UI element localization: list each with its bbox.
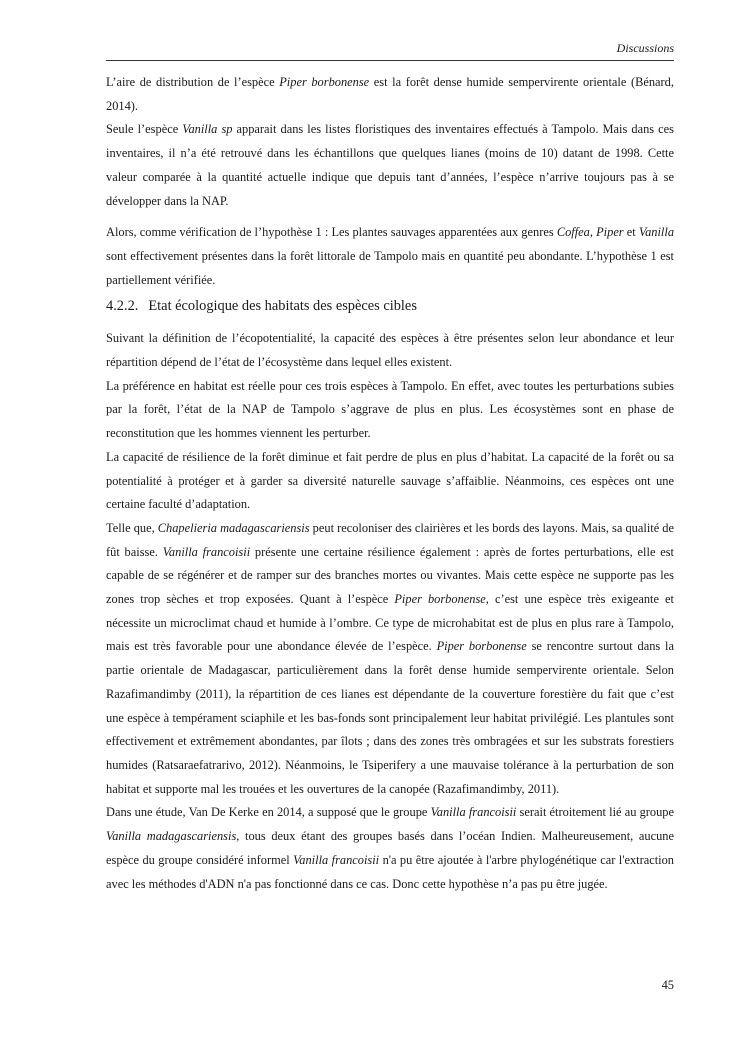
species-name: Piper borbonense bbox=[436, 639, 527, 654]
running-header: Discussions bbox=[616, 41, 674, 55]
paragraph-vanilla-inventory bbox=[106, 118, 674, 213]
body-text bbox=[106, 71, 674, 896]
species-name: Piper borbonense bbox=[394, 592, 486, 607]
text-run: n'a pu être ajoutée à l'arbre phylogénétique car l'extraction avec les méthodes d'ADN n'a pas fonctionné dans ce cas. Donc cette hypothèse n’a pas pu être jugée. bbox=[106, 852, 674, 891]
text-run: serait étroitement lié au groupe bbox=[516, 805, 674, 820]
text-run: La préférence en habitat est réelle pour ces trois espèces à Tampolo. En effet, avec toutes les perturbations subies par la forêt, l’état de la NAP de Tampolo s’aggrave de plus en plus. Les écosystèmes sont en phase de reconstitution que les hommes viennent les perturber. bbox=[106, 378, 674, 441]
text-run: Seule l’espèce bbox=[106, 122, 183, 137]
text-run: La capacité de résilience de la forêt diminue et fait perdre de plus en plus d’habitat. La capacité de la forêt ou sa potentialité à protéger et à garder sa diversité naturelle sauvage s’affaiblie. Néanmoins, ces espèces ont une certaine faculté d’adaptation. bbox=[106, 449, 674, 512]
species-name: Vanilla francoisii bbox=[430, 805, 517, 820]
species-name: Coffea, Piper bbox=[556, 225, 624, 240]
paragraph-species-adaptation bbox=[106, 517, 674, 801]
paragraph-habitat-preference bbox=[106, 375, 674, 446]
text-run: présente une certaine résilience également : après de fortes perturbations, elle est capable de se régénérer et de ramper sur des branches mortes ou vivantes. Mais cette espèce ne supporte pas les zones trop sèches et trop exposées. Quant à l’espèce bbox=[106, 544, 674, 607]
paragraph-distribution-piper bbox=[106, 71, 674, 118]
text-run: , tous deux étant des groupes basés dans l’océan Indien. Malheureusement, aucune espèce du groupe considéré informel bbox=[106, 829, 674, 867]
section-number: 4.2.2. bbox=[106, 298, 139, 315]
species-name: Chapelieria madagascariensis bbox=[157, 520, 310, 535]
document-page bbox=[106, 38, 674, 896]
species-name: Vanilla francoisii bbox=[162, 544, 251, 559]
section-title: Etat écologique des habitats des espèces cibles bbox=[148, 298, 417, 315]
text-run: Suivant la définition de l’écopotentialité, la capacité des espèces à être présentes selon leur abondance et leur répartition dépend de l’état de l’écosystème dans lequel elles existent. bbox=[106, 331, 674, 370]
text-run: Telle que, bbox=[106, 520, 158, 535]
paragraph-ecopotentiality bbox=[106, 327, 674, 374]
text-run: Alors, comme vérification de l’hypothèse 1 : Les plantes sauvages apparentées aux genres bbox=[106, 225, 557, 240]
paragraph-resilience bbox=[106, 446, 674, 517]
species-name: Vanilla madagascariensis bbox=[106, 829, 237, 844]
page-number: 45 bbox=[661, 978, 674, 992]
text-run: sont effectivement présentes dans la forêt littorale de Tampolo mais en quantité peu abondante. L’hypothèse 1 est partiellement vérifiée. bbox=[106, 248, 674, 287]
text-run: Dans une étude, Van De Kerke en 2014, a supposé que le groupe bbox=[106, 805, 431, 820]
species-name: Vanilla francoisii bbox=[293, 852, 380, 867]
paragraph-phylogeny bbox=[106, 801, 674, 896]
text-run: se rencontre surtout dans la partie orientale de Madagascar, particulièrement dans la forêt dense humide sempervirente orientale. Selon Razafimandimby (2011), la répartition de ces lianes est dépendante de la couverture forestière du fait que c’est une espèce à tempérament sciaphile et les bas-fonds sont principalement leur habitat privilégié. Les plantules sont effectivement et extrêmement abondantes, par îlots ; dans des zones très ombragées et sur les substrats forestiers humides (Ratsaraefatrarivo, 2012). Néanmoins, le Tsiperifery a une mauvaise tolérance à la perturbation de son habitat et supporte mal les trouées et les ouvertures de la canopée (Razafimandimby, 2011). bbox=[106, 639, 674, 796]
species-name: Vanilla bbox=[638, 225, 675, 240]
text-run: peut recoloniser des clairières et les bords des layons. Mais, sa qualité de fût baisse. bbox=[106, 520, 674, 559]
text-run: est la forêt dense humide sempervirente orientale (Bénard, 2014). bbox=[106, 75, 674, 113]
text-run: L’aire de distribution de l’espèce bbox=[106, 75, 280, 89]
text-run: et bbox=[623, 225, 639, 240]
paragraph-hypothesis-1 bbox=[106, 221, 674, 292]
text-run: , c’est une espèce très exigeante et nécessite un microclimat chaud et humide à l’ombre. Ce type de microhabitat est de plus en plus rare à Tampolo, mais est très favorable pour une abondance élevée de l’espèce. bbox=[106, 592, 674, 654]
species-name: Piper borbonense bbox=[279, 75, 370, 89]
text-run: apparait dans les listes floristiques des inventaires effectués à Tampolo. Mais dans ces inventaires, il n’a été retrouvé dans les échantillons que quelques lianes (moins de 10) datant de 1998. Cette valeur comparée à la quantité actuelle indique que depuis tant d’années, l’espèce n’arrive toujours pas à se développer dans la NAP. bbox=[106, 122, 674, 208]
header-divider bbox=[106, 60, 674, 61]
section-heading bbox=[106, 294, 674, 318]
species-name: Vanilla sp bbox=[182, 122, 233, 137]
